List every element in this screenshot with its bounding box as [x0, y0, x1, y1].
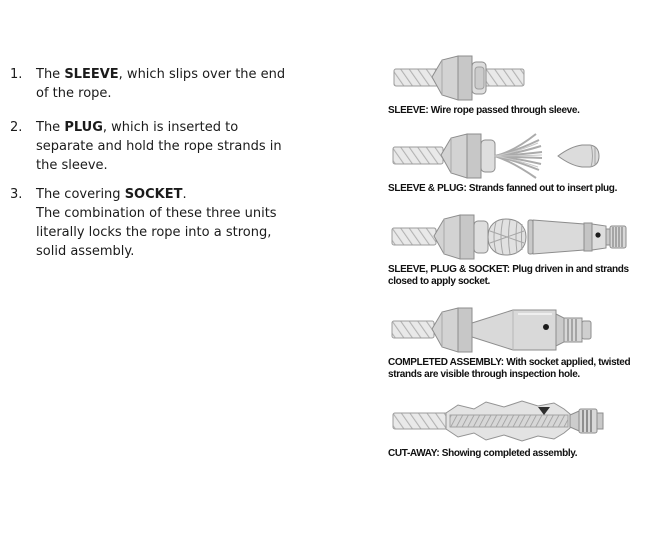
list-item-number: 1. — [10, 67, 23, 82]
figure-caption — [388, 183, 650, 195]
figure-caption-label: SLEEVE: — [388, 105, 429, 116]
figure-cut-away — [388, 395, 650, 460]
closed-strands-with-socket-illustration — [388, 211, 648, 261]
figure-caption — [388, 357, 650, 380]
figure-caption-text: Plug driven in and strands closed to apply socket. — [388, 264, 629, 287]
inspection-hole — [595, 232, 600, 237]
list-item-number: 3. — [10, 187, 23, 202]
strands-fanned-with-plug-illustration — [388, 130, 648, 180]
instructions-list — [10, 65, 340, 261]
completed-assembly-illustration — [388, 304, 648, 354]
figure-caption-text: With socket applied, twisted strands are visible through inspection hole. — [388, 357, 631, 380]
figure-caption-label: SLEEVE & PLUG: — [388, 183, 467, 194]
figure-caption — [388, 264, 650, 287]
list-item-text: The SLEEVE, which slips over the end of the rope. — [36, 67, 286, 101]
figure-caption-label: COMPLETED ASSEMBLY: — [388, 357, 504, 368]
figure-sleeve-plug-socket — [388, 211, 650, 287]
figure-sleeve — [388, 52, 650, 117]
figure-caption-text: Strands fanned out to insert plug. — [468, 183, 617, 194]
figure-caption — [388, 448, 650, 460]
figure-sleeve-plug — [388, 130, 650, 195]
wire-rope-through-sleeve-illustration — [388, 52, 648, 102]
list-item — [10, 185, 340, 261]
list-item-number: 2. — [10, 120, 23, 135]
list-item — [10, 118, 340, 175]
inspection-hole — [543, 324, 549, 330]
figure-caption-label: SLEEVE, PLUG & SOCKET: — [388, 264, 510, 275]
figure-caption-label: CUT-AWAY: — [388, 448, 440, 459]
list-item-text: The PLUG, which is inserted to separate and hold the rope strands in the sleeve. — [36, 120, 282, 173]
list-item-text: The covering SOCKET. The combination of these three units literally locks the rope into a strong, solid assembly. — [36, 187, 277, 259]
figure-caption — [388, 105, 650, 117]
cutaway-assembly-illustration — [388, 395, 648, 445]
figure-caption-text: Wire rope passed through sleeve. — [430, 105, 580, 116]
figure-completed-assembly — [388, 304, 650, 380]
figure-caption-text: Showing completed assembly. — [441, 448, 578, 459]
list-item — [10, 65, 340, 103]
